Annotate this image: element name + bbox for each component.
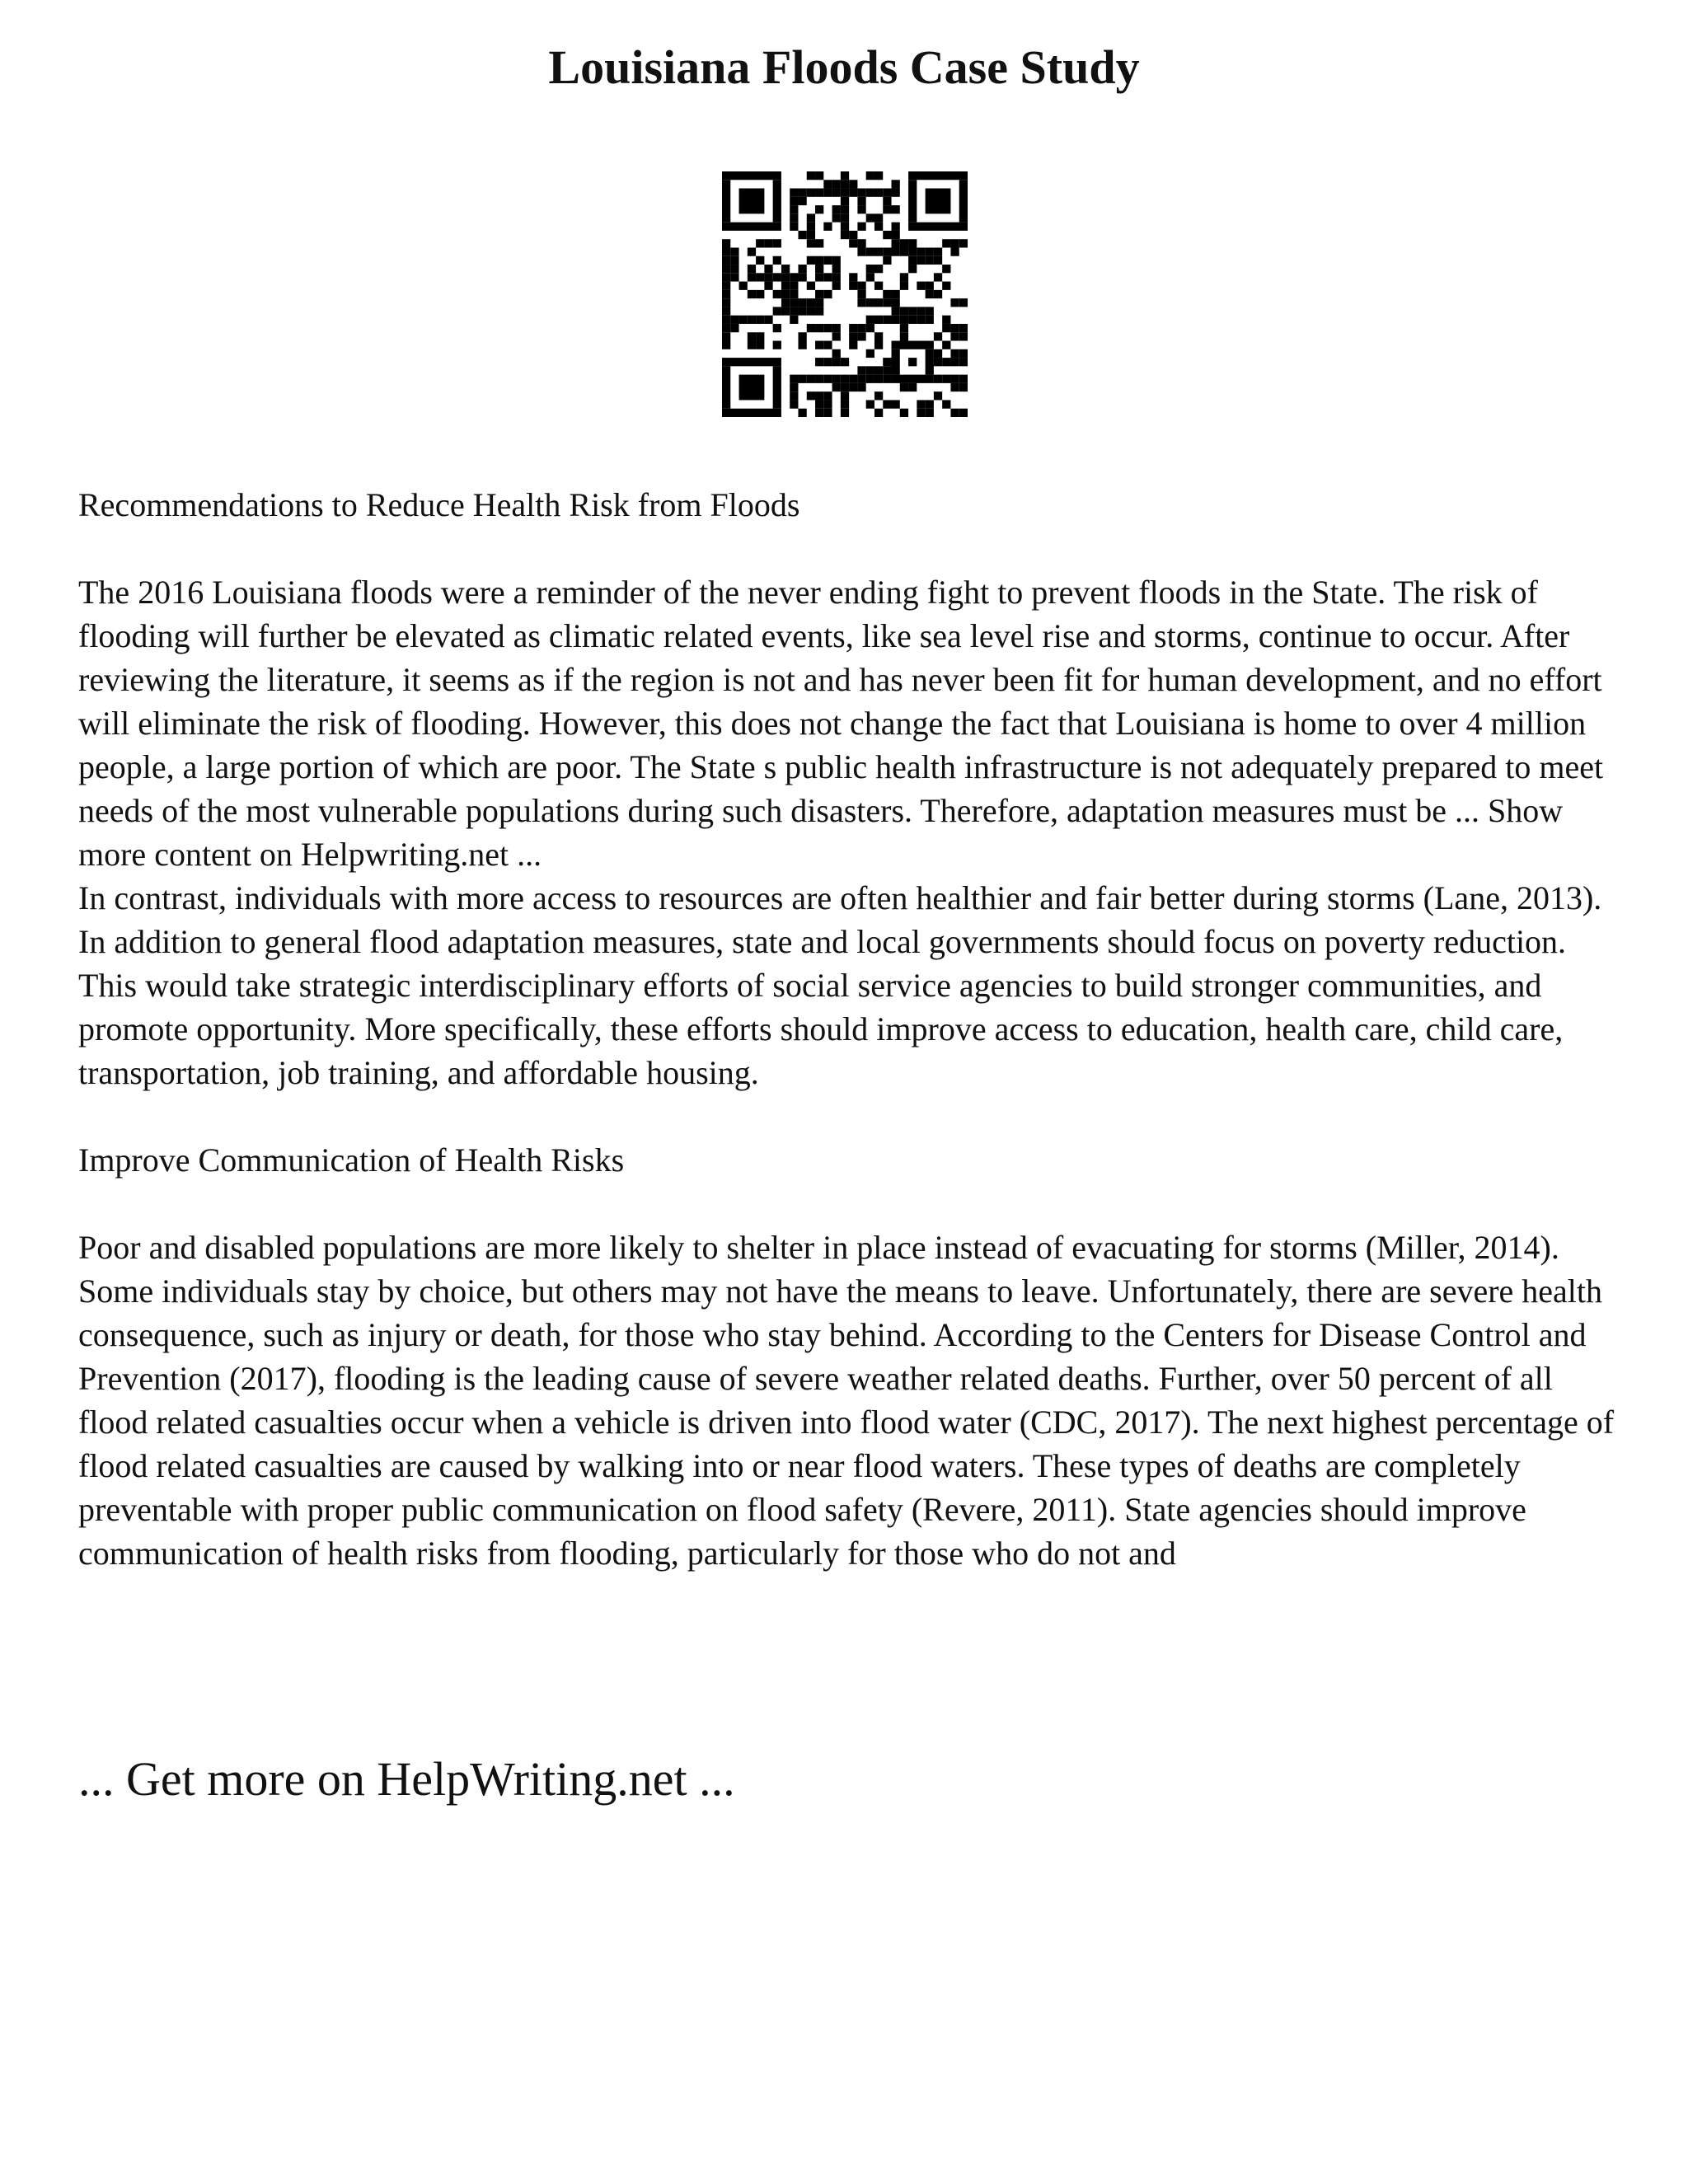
paragraph-gap — [78, 527, 1620, 570]
section-heading: Recommendations to Reduce Health Risk from Floods — [78, 486, 800, 523]
get-more-link[interactable]: ... Get more on HelpWriting.net ... — [78, 1752, 735, 1806]
section-heading: Improve Communication of Health Risks — [78, 1141, 625, 1179]
paragraph-gap — [78, 1182, 1620, 1226]
document-title: Louisiana Floods Case Study — [548, 40, 1140, 94]
body-paragraph: Poor and disabled populations are more likely to shelter in place instead of evacuating for storms (Miller, 2014). Some individuals stay by choice, but others may not have the means to leave. Unfortunately, there are severe health consequence, such as injury or death, for those who stay behind. According to the Centers for Disease Control and Prevention (2017), flooding is the leading cause of severe weather related deaths. Further, over 50 percent of all flood related casualties occur when a vehicle is driven into flood water (CDC, 2017). The next highest percentage of flood related casualties are caused by walking into or near flood waters. These types of deaths are completely preventable with proper public communication on flood safety (Revere, 2011). State agencies should improve communication of health risks from flooding, particularly for those who do not and — [78, 1229, 1615, 1572]
paragraph-gap — [78, 1094, 1620, 1138]
body-paragraph: In contrast, individuals with more access to resources are often healthier and fair better during storms (Lane, 2013). In addition to general flood adaptation measures, state and local governments should focus on poverty reduction. This would take strategic interdisciplinary efforts of social service agencies to build stronger communities, and promote opportunity. More specifically, these efforts should improve access to education, health care, child care, transportation, job training, and affordable housing. — [78, 879, 1602, 1091]
qr-code-icon — [722, 171, 968, 417]
document-content — [78, 483, 1620, 1575]
body-paragraph: The 2016 Louisiana floods were a reminder of the never ending fight to prevent floods in the State. The risk of flooding will further be elevated as climatic related events, like sea level rise and storms, continue to occur. After reviewing the literature, it seems as if the region is not and has never been fit for human development, and no effort will eliminate the risk of flooding. However, this does not change the fact that Louisiana is home to over 4 million people, a large portion of which are poor. The State s public health infrastructure is not adequately prepared to meet needs of the most vulnerable populations during such disasters. Therefore, adaptation measures must be ... Show more content on Helpwriting.net ... — [78, 574, 1604, 873]
